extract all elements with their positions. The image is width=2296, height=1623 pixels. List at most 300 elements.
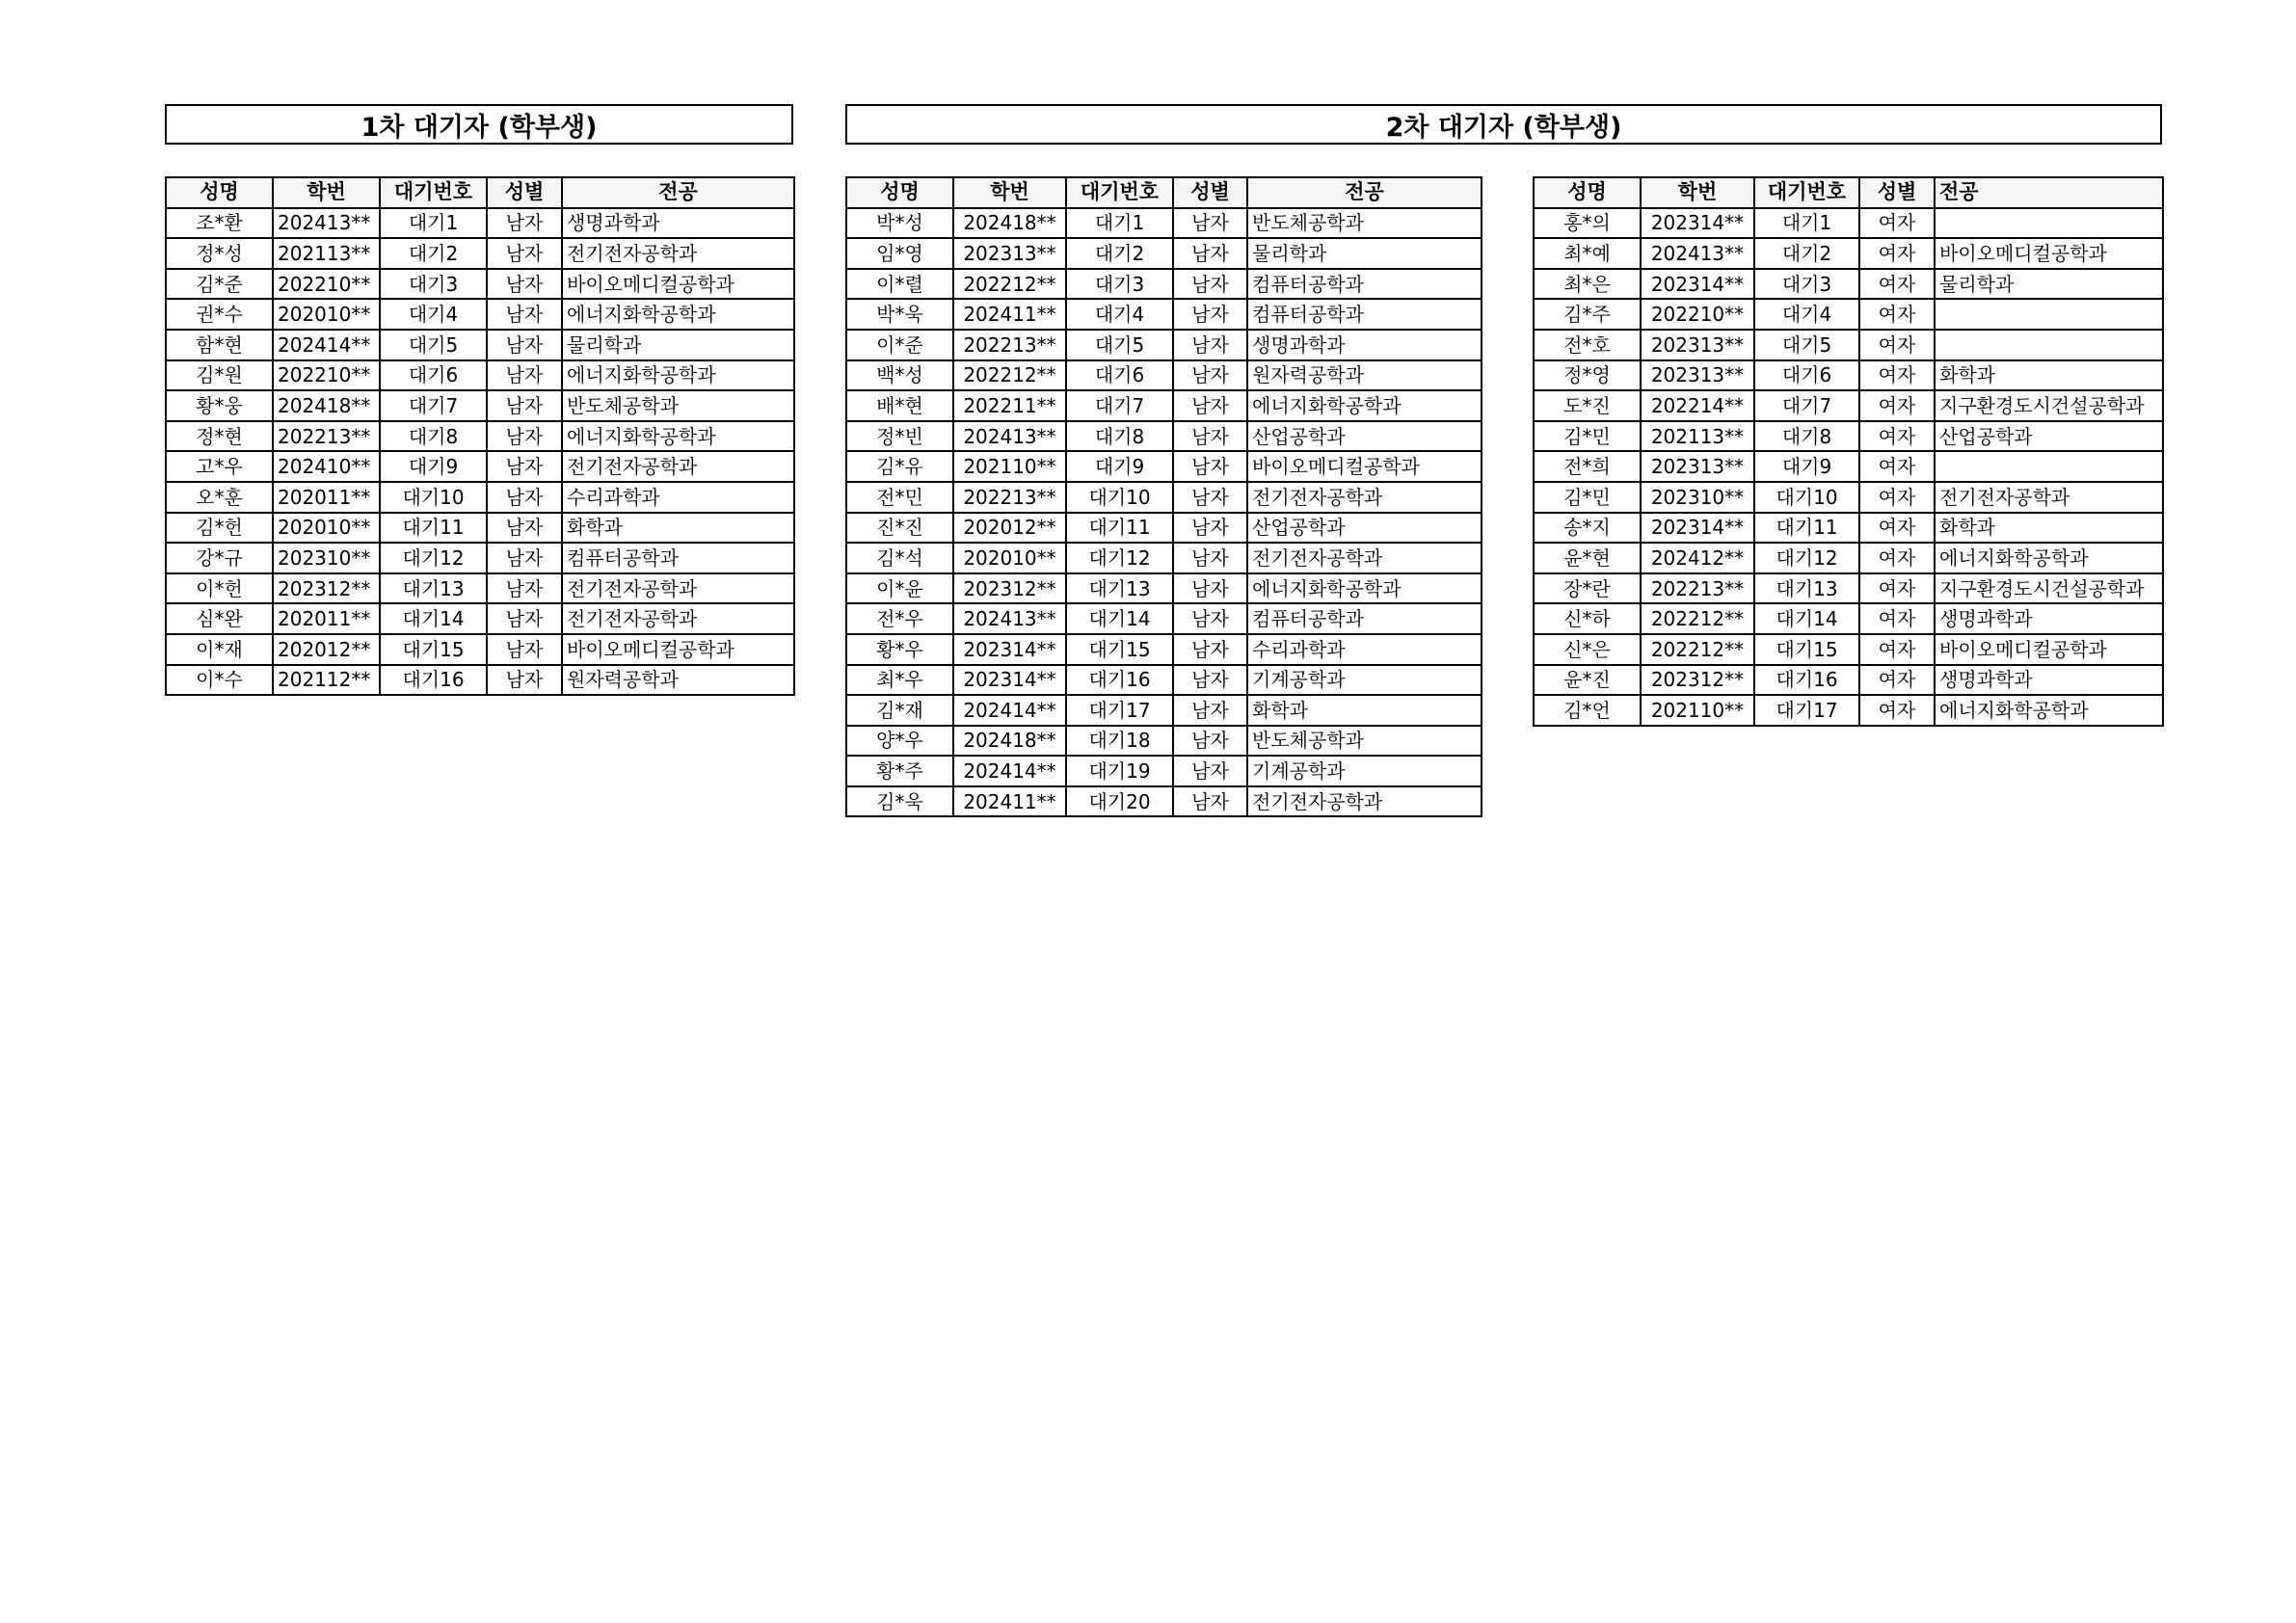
waitlist-number-cell: 대기9 (1754, 451, 1859, 482)
gender-cell: 남자 (1173, 451, 1247, 482)
student-id-cell: 202418** (953, 208, 1066, 239)
table-row (1534, 482, 2163, 513)
waitlist-number-cell: 대기2 (1066, 238, 1173, 269)
student-id-cell: 202210** (1641, 299, 1754, 330)
major-cell: 전기전자공학과 (1935, 482, 2163, 513)
waitlist-number-cell: 대기10 (380, 482, 487, 513)
major-cell: 화학과 (1935, 360, 2163, 391)
major-cell: 산업공학과 (1935, 421, 2163, 452)
table-row (846, 603, 1482, 634)
major-cell: 화학과 (562, 513, 794, 544)
student-id-cell: 202010** (273, 299, 380, 330)
gender-cell: 여자 (1859, 482, 1935, 513)
student-id-cell: 202411** (953, 786, 1066, 817)
gender-cell: 남자 (1173, 695, 1247, 726)
waitlist-number-cell: 대기12 (380, 543, 487, 573)
student-id-cell: 202012** (273, 634, 380, 665)
gender-cell: 남자 (1173, 756, 1247, 786)
table-row (846, 543, 1482, 573)
table-row (166, 482, 794, 513)
table-row (846, 269, 1482, 300)
student-id-cell: 202313** (953, 238, 1066, 269)
waitlist-number-cell: 대기4 (1066, 299, 1173, 330)
gender-cell: 여자 (1859, 299, 1935, 330)
gender-cell: 남자 (1173, 726, 1247, 757)
table-row (846, 695, 1482, 726)
waitlist-number-cell: 대기6 (380, 360, 487, 391)
waitlist-table-2-female (1533, 176, 2164, 727)
waitlist-number-cell: 대기16 (380, 665, 487, 696)
gender-cell: 여자 (1859, 634, 1935, 665)
gender-cell: 여자 (1859, 603, 1935, 634)
major-cell: 수리과학과 (1247, 634, 1482, 665)
major-cell: 물리학과 (1935, 269, 2163, 300)
waitlist-number-cell: 대기7 (1066, 390, 1173, 421)
gender-cell: 남자 (487, 299, 562, 330)
major-cell: 수리과학과 (562, 482, 794, 513)
table-row (1534, 238, 2163, 269)
table-header-row (1534, 177, 2163, 208)
header-name: 성명 (846, 177, 953, 208)
table-row (846, 786, 1482, 817)
major-cell (1935, 208, 2163, 239)
student-id-cell: 202210** (273, 360, 380, 391)
table-row (166, 238, 794, 269)
gender-cell: 남자 (1173, 421, 1247, 452)
major-cell: 물리학과 (562, 330, 794, 360)
table-row (846, 573, 1482, 604)
gender-cell: 남자 (487, 390, 562, 421)
table-row (1534, 330, 2163, 360)
student-id-cell: 202313** (1641, 451, 1754, 482)
name-cell: 황*우 (846, 634, 953, 665)
name-cell: 이*헌 (166, 573, 273, 604)
major-cell: 전기전자공학과 (562, 451, 794, 482)
waitlist-number-cell: 대기6 (1066, 360, 1173, 391)
student-id-cell: 202413** (273, 208, 380, 239)
student-id-cell: 202413** (953, 603, 1066, 634)
student-id-cell: 202411** (953, 299, 1066, 330)
name-cell: 윤*현 (1534, 543, 1641, 573)
student-id-cell: 202113** (1641, 421, 1754, 452)
table-row (1534, 634, 2163, 665)
name-cell: 조*환 (166, 208, 273, 239)
gender-cell: 여자 (1859, 513, 1935, 544)
gender-cell: 여자 (1859, 451, 1935, 482)
student-id-cell: 202414** (953, 756, 1066, 786)
gender-cell: 여자 (1859, 573, 1935, 604)
name-cell: 김*원 (166, 360, 273, 391)
major-cell: 기계공학과 (1247, 665, 1482, 696)
name-cell: 진*진 (846, 513, 953, 544)
waitlist-number-cell: 대기14 (380, 603, 487, 634)
waitlist-number-cell: 대기12 (1754, 543, 1859, 573)
gender-cell: 남자 (487, 269, 562, 300)
name-cell: 최*우 (846, 665, 953, 696)
header-major: 전공 (562, 177, 794, 208)
major-cell: 바이오메디컬공학과 (1935, 634, 2163, 665)
waitlist-number-cell: 대기17 (1066, 695, 1173, 726)
name-cell: 전*호 (1534, 330, 1641, 360)
major-cell: 에너지화학공학과 (1247, 390, 1482, 421)
major-cell: 화학과 (1935, 513, 2163, 544)
gender-cell: 남자 (1173, 573, 1247, 604)
major-cell: 바이오메디컬공학과 (562, 269, 794, 300)
header-name: 성명 (166, 177, 273, 208)
gender-cell: 여자 (1859, 238, 1935, 269)
name-cell: 김*주 (1534, 299, 1641, 330)
student-id-cell: 202210** (273, 269, 380, 300)
table-row (1534, 421, 2163, 452)
major-cell: 반도체공학과 (1247, 726, 1482, 757)
table-row (1534, 665, 2163, 696)
student-id-cell: 202312** (953, 573, 1066, 604)
major-cell: 컴퓨터공학과 (1247, 299, 1482, 330)
student-id-cell: 202314** (953, 665, 1066, 696)
table-row (166, 269, 794, 300)
student-id-cell: 202213** (953, 330, 1066, 360)
student-id-cell: 202010** (953, 543, 1066, 573)
gender-cell: 여자 (1859, 543, 1935, 573)
table-row (166, 665, 794, 696)
name-cell: 정*성 (166, 238, 273, 269)
gender-cell: 남자 (487, 665, 562, 696)
name-cell: 이*윤 (846, 573, 953, 604)
major-cell: 생명과학과 (1935, 603, 2163, 634)
gender-cell: 남자 (487, 513, 562, 544)
table-row (846, 634, 1482, 665)
major-cell: 생명과학과 (562, 208, 794, 239)
waitlist-number-cell: 대기7 (380, 390, 487, 421)
name-cell: 송*지 (1534, 513, 1641, 544)
major-cell: 원자력공학과 (562, 665, 794, 696)
student-id-cell: 202414** (953, 695, 1066, 726)
name-cell: 김*헌 (166, 513, 273, 544)
gender-cell: 여자 (1859, 269, 1935, 300)
student-id-cell: 202310** (1641, 482, 1754, 513)
waitlist-number-cell: 대기14 (1066, 603, 1173, 634)
header-gender: 성별 (1173, 177, 1247, 208)
header-waitlist-number: 대기번호 (380, 177, 487, 208)
table-row (1534, 299, 2163, 330)
name-cell: 황*주 (846, 756, 953, 786)
major-cell: 에너지화학공학과 (1935, 695, 2163, 726)
table-row (846, 451, 1482, 482)
student-id-cell: 202314** (1641, 208, 1754, 239)
gender-cell: 남자 (487, 543, 562, 573)
table-row (1534, 269, 2163, 300)
major-cell: 에너지화학공학과 (562, 299, 794, 330)
name-cell: 권*수 (166, 299, 273, 330)
student-id-cell: 202212** (953, 360, 1066, 391)
major-cell: 컴퓨터공학과 (562, 543, 794, 573)
major-cell: 에너지화학공학과 (562, 360, 794, 391)
student-id-cell: 202213** (953, 482, 1066, 513)
waitlist-number-cell: 대기15 (1754, 634, 1859, 665)
student-id-cell: 202213** (273, 421, 380, 452)
table-row (166, 543, 794, 573)
name-cell: 이*렬 (846, 269, 953, 300)
gender-cell: 남자 (1173, 330, 1247, 360)
waitlist-number-cell: 대기17 (1754, 695, 1859, 726)
gender-cell: 남자 (487, 451, 562, 482)
gender-cell: 남자 (1173, 786, 1247, 817)
major-cell (1935, 299, 2163, 330)
major-cell: 컴퓨터공학과 (1247, 603, 1482, 634)
name-cell: 함*현 (166, 330, 273, 360)
table-row (1534, 360, 2163, 391)
name-cell: 김*유 (846, 451, 953, 482)
student-id-cell: 202110** (1641, 695, 1754, 726)
table-header-row (166, 177, 794, 208)
major-cell: 원자력공학과 (1247, 360, 1482, 391)
gender-cell: 남자 (487, 238, 562, 269)
name-cell: 정*현 (166, 421, 273, 452)
waitlist-number-cell: 대기6 (1754, 360, 1859, 391)
table-row (166, 451, 794, 482)
student-id-cell: 202214** (1641, 390, 1754, 421)
name-cell: 강*규 (166, 543, 273, 573)
table-row (166, 330, 794, 360)
waitlist-number-cell: 대기10 (1754, 482, 1859, 513)
gender-cell: 여자 (1859, 330, 1935, 360)
name-cell: 양*우 (846, 726, 953, 757)
major-cell: 전기전자공학과 (562, 573, 794, 604)
waitlist-number-cell: 대기8 (380, 421, 487, 452)
waitlist-number-cell: 대기19 (1066, 756, 1173, 786)
major-cell: 산업공학과 (1247, 513, 1482, 544)
gender-cell: 남자 (487, 421, 562, 452)
major-cell: 바이오메디컬공학과 (1247, 451, 1482, 482)
major-cell: 산업공학과 (1247, 421, 1482, 452)
table-row (166, 421, 794, 452)
student-id-cell: 202313** (1641, 360, 1754, 391)
header-name: 성명 (1534, 177, 1641, 208)
waitlist-number-cell: 대기7 (1754, 390, 1859, 421)
waitlist-number-cell: 대기5 (1754, 330, 1859, 360)
name-cell: 도*진 (1534, 390, 1641, 421)
name-cell: 전*민 (846, 482, 953, 513)
waitlist-number-cell: 대기16 (1066, 665, 1173, 696)
major-cell: 전기전자공학과 (562, 238, 794, 269)
major-cell: 에너지화학공학과 (1247, 573, 1482, 604)
waitlist-number-cell: 대기1 (380, 208, 487, 239)
student-id-cell: 202418** (953, 726, 1066, 757)
student-id-cell: 202211** (953, 390, 1066, 421)
student-id-cell: 202314** (1641, 513, 1754, 544)
student-id-cell: 202011** (273, 482, 380, 513)
waitlist-number-cell: 대기18 (1066, 726, 1173, 757)
name-cell: 신*은 (1534, 634, 1641, 665)
table-row (1534, 390, 2163, 421)
gender-cell: 남자 (1173, 482, 1247, 513)
student-id-cell: 202312** (273, 573, 380, 604)
gender-cell: 남자 (1173, 603, 1247, 634)
gender-cell: 남자 (1173, 269, 1247, 300)
header-student-id: 학번 (273, 177, 380, 208)
section2-title: 2차 대기자 (학부생) (845, 104, 2162, 145)
student-id-cell: 202414** (273, 330, 380, 360)
name-cell: 신*하 (1534, 603, 1641, 634)
waitlist-number-cell: 대기13 (380, 573, 487, 604)
table-row (166, 390, 794, 421)
name-cell: 김*석 (846, 543, 953, 573)
major-cell: 전기전자공학과 (1247, 543, 1482, 573)
name-cell: 이*수 (166, 665, 273, 696)
major-cell (1935, 330, 2163, 360)
name-cell: 정*빈 (846, 421, 953, 452)
table-row (166, 360, 794, 391)
major-cell: 생명과학과 (1247, 330, 1482, 360)
waitlist-number-cell: 대기12 (1066, 543, 1173, 573)
gender-cell: 여자 (1859, 360, 1935, 391)
major-cell: 반도체공학과 (1247, 208, 1482, 239)
header-student-id: 학번 (953, 177, 1066, 208)
table-row (846, 421, 1482, 452)
major-cell: 지구환경도시건설공학과 (1935, 390, 2163, 421)
waitlist-number-cell: 대기9 (1066, 451, 1173, 482)
header-major: 전공 (1247, 177, 1482, 208)
major-cell: 물리학과 (1247, 238, 1482, 269)
header-gender: 성별 (1859, 177, 1935, 208)
waitlist-number-cell: 대기4 (1754, 299, 1859, 330)
name-cell: 홍*의 (1534, 208, 1641, 239)
waitlist-number-cell: 대기2 (380, 238, 487, 269)
gender-cell: 남자 (487, 360, 562, 391)
waitlist-number-cell: 대기13 (1066, 573, 1173, 604)
waitlist-number-cell: 대기8 (1754, 421, 1859, 452)
major-cell: 전기전자공학과 (1247, 786, 1482, 817)
waitlist-number-cell: 대기13 (1754, 573, 1859, 604)
name-cell: 최*예 (1534, 238, 1641, 269)
student-id-cell: 202212** (1641, 603, 1754, 634)
waitlist-number-cell: 대기9 (380, 451, 487, 482)
waitlist-number-cell: 대기10 (1066, 482, 1173, 513)
name-cell: 장*란 (1534, 573, 1641, 604)
waitlist-number-cell: 대기15 (380, 634, 487, 665)
gender-cell: 여자 (1859, 421, 1935, 452)
header-gender: 성별 (487, 177, 562, 208)
gender-cell: 남자 (487, 634, 562, 665)
student-id-cell: 202112** (273, 665, 380, 696)
waitlist-table-1 (165, 176, 795, 696)
name-cell: 김*민 (1534, 421, 1641, 452)
header-waitlist-number: 대기번호 (1066, 177, 1173, 208)
name-cell: 김*준 (166, 269, 273, 300)
major-cell: 바이오메디컬공학과 (1935, 238, 2163, 269)
gender-cell: 남자 (1173, 390, 1247, 421)
student-id-cell: 202413** (953, 421, 1066, 452)
major-cell: 기계공학과 (1247, 756, 1482, 786)
name-cell: 황*웅 (166, 390, 273, 421)
major-cell: 화학과 (1247, 695, 1482, 726)
major-cell: 에너지화학공학과 (562, 421, 794, 452)
student-id-cell: 202110** (953, 451, 1066, 482)
table-row (846, 390, 1482, 421)
gender-cell: 여자 (1859, 665, 1935, 696)
table-row (846, 665, 1482, 696)
gender-cell: 남자 (1173, 208, 1247, 239)
student-id-cell: 202010** (273, 513, 380, 544)
waitlist-number-cell: 대기16 (1754, 665, 1859, 696)
header-student-id: 학번 (1641, 177, 1754, 208)
major-cell: 바이오메디컬공학과 (562, 634, 794, 665)
table-row (846, 360, 1482, 391)
gender-cell: 여자 (1859, 390, 1935, 421)
table-row (1534, 208, 2163, 239)
waitlist-number-cell: 대기11 (1066, 513, 1173, 544)
student-id-cell: 202313** (1641, 330, 1754, 360)
name-cell: 윤*진 (1534, 665, 1641, 696)
major-cell: 반도체공학과 (562, 390, 794, 421)
gender-cell: 남자 (1173, 543, 1247, 573)
student-id-cell: 202213** (1641, 573, 1754, 604)
student-id-cell: 202113** (273, 238, 380, 269)
table-row (846, 299, 1482, 330)
waitlist-number-cell: 대기3 (380, 269, 487, 300)
header-waitlist-number: 대기번호 (1754, 177, 1859, 208)
waitlist-table-2-male (845, 176, 1482, 817)
waitlist-number-cell: 대기3 (1754, 269, 1859, 300)
student-id-cell: 202312** (1641, 665, 1754, 696)
major-cell: 에너지화학공학과 (1935, 543, 2163, 573)
student-id-cell: 202412** (1641, 543, 1754, 573)
name-cell: 김*언 (1534, 695, 1641, 726)
name-cell: 박*욱 (846, 299, 953, 330)
name-cell: 오*훈 (166, 482, 273, 513)
name-cell: 배*현 (846, 390, 953, 421)
header-major: 전공 (1935, 177, 2163, 208)
name-cell: 김*재 (846, 695, 953, 726)
gender-cell: 남자 (487, 208, 562, 239)
student-id-cell: 202012** (953, 513, 1066, 544)
name-cell: 최*은 (1534, 269, 1641, 300)
table-row (846, 330, 1482, 360)
student-id-cell: 202413** (1641, 238, 1754, 269)
name-cell: 이*재 (166, 634, 273, 665)
gender-cell: 남자 (487, 573, 562, 604)
waitlist-number-cell: 대기4 (380, 299, 487, 330)
name-cell: 이*준 (846, 330, 953, 360)
major-cell (1935, 451, 2163, 482)
major-cell: 생명과학과 (1935, 665, 2163, 696)
waitlist-number-cell: 대기1 (1754, 208, 1859, 239)
table-row (166, 634, 794, 665)
table-row (1534, 513, 2163, 544)
student-id-cell: 202011** (273, 603, 380, 634)
waitlist-number-cell: 대기5 (380, 330, 487, 360)
waitlist-number-cell: 대기11 (380, 513, 487, 544)
table-row (166, 299, 794, 330)
gender-cell: 남자 (1173, 634, 1247, 665)
name-cell: 박*성 (846, 208, 953, 239)
table-row (846, 513, 1482, 544)
table-row (166, 208, 794, 239)
table-row (846, 482, 1482, 513)
table-header-row (846, 177, 1482, 208)
table-row (166, 603, 794, 634)
section1-title: 1차 대기자 (학부생) (165, 104, 793, 145)
name-cell: 김*욱 (846, 786, 953, 817)
table-row (846, 238, 1482, 269)
student-id-cell: 202410** (273, 451, 380, 482)
table-row (846, 756, 1482, 786)
waitlist-number-cell: 대기14 (1754, 603, 1859, 634)
name-cell: 심*완 (166, 603, 273, 634)
table-row (166, 573, 794, 604)
gender-cell: 남자 (1173, 360, 1247, 391)
gender-cell: 남자 (1173, 513, 1247, 544)
